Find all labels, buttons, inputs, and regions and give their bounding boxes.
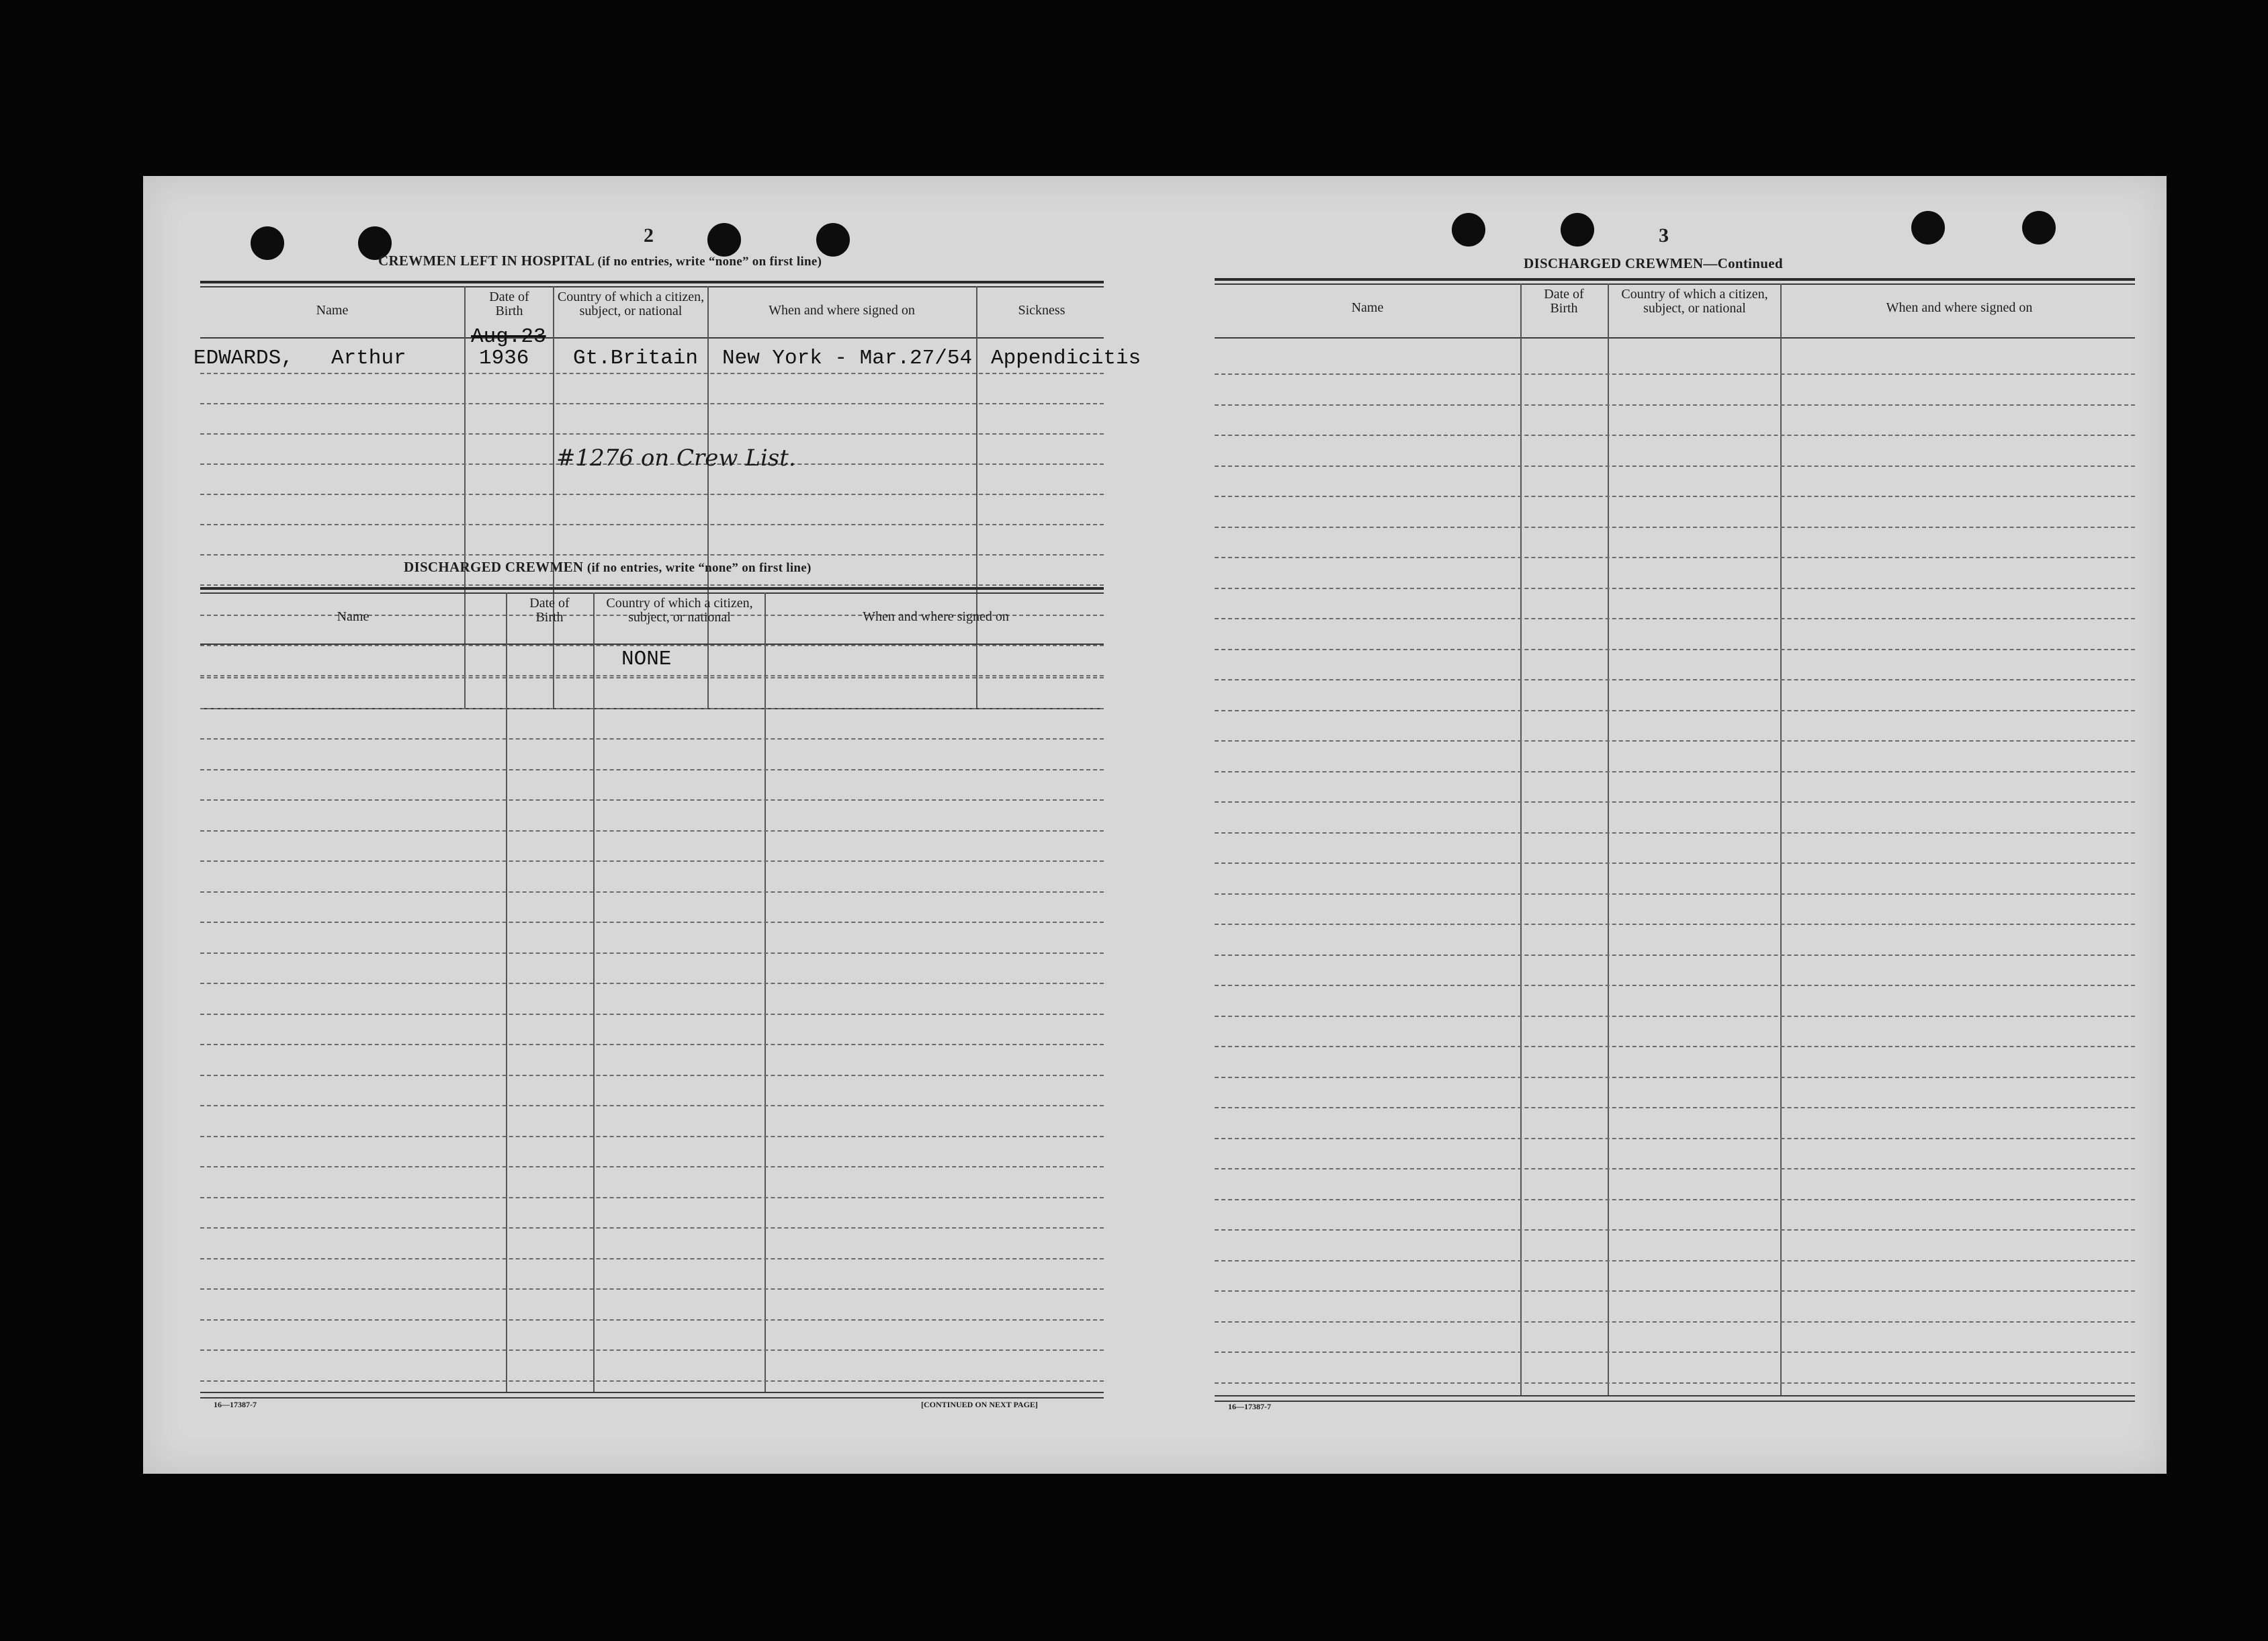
table-row-line: [1215, 801, 2135, 803]
page-number: 2: [644, 224, 654, 247]
hospital-section-title: [378, 253, 822, 269]
punch-hole: [2022, 211, 2056, 245]
hospital-row-line: [200, 675, 1104, 676]
table-row-line: [1215, 1168, 2135, 1169]
table-row-line: [1215, 1138, 2135, 1139]
discharged-col-divider: [765, 592, 766, 1392]
right-form-number: 16—17387-7: [1228, 1402, 1271, 1411]
discharged-title-text: DISCHARGED CREWMEN: [404, 559, 584, 575]
table-row-line: [200, 860, 1104, 862]
right-header-name: Name: [1351, 300, 1384, 315]
table-row-line: [1215, 618, 2135, 619]
table-row-line: [200, 769, 1104, 770]
table-row-line: [200, 1258, 1104, 1259]
hospital-header-country: Country of which a citizen, subject, or national: [557, 290, 705, 318]
table-row-line: [1215, 435, 2135, 436]
table-row-line: [1215, 1290, 2135, 1292]
table-row-line: [1215, 1077, 2135, 1078]
discharged-header-name: Name: [337, 609, 369, 624]
punch-hole: [707, 223, 741, 257]
discharged-col-divider: [593, 592, 595, 1392]
table-row-line: [1215, 496, 2135, 497]
right-header-when-where: When and where signed on: [1886, 300, 2033, 315]
handwritten-crew-list-note: #1276 on Crew List.: [556, 445, 796, 472]
table-row-line: [200, 1166, 1104, 1167]
entry-sickness: Appendicitis: [991, 347, 1141, 370]
table-row-line: [1215, 557, 2135, 558]
right-col-divider: [1520, 283, 1522, 1395]
table-row-line: [1215, 679, 2135, 680]
table-row-line: [1215, 955, 2135, 956]
discharged-continued-title: DISCHARGED CREWMEN—Continued: [1524, 255, 1783, 271]
table-row-line: [200, 1349, 1104, 1351]
discharged-bottom-rule: [200, 1392, 1104, 1393]
table-row-line: [200, 1380, 1104, 1382]
table-row-line: [1215, 893, 2135, 895]
right-col-divider: [1780, 283, 1782, 1395]
table-row-line: [200, 1197, 1104, 1198]
table-row-line: [200, 952, 1104, 954]
table-row-line: [1215, 862, 2135, 864]
table-row-line: [1215, 1229, 2135, 1231]
table-row-line: [1215, 1046, 2135, 1047]
hospital-top-rule-2: [200, 286, 1104, 287]
entry-dob-year: 1936: [479, 347, 529, 370]
hospital-title-text: CREWMEN LEFT IN HOSPITAL: [378, 253, 594, 269]
table-row-line: [200, 738, 1104, 740]
punch-hole: [1452, 213, 1485, 247]
table-row-line: [1215, 404, 2135, 406]
table-row-line: [200, 1044, 1104, 1045]
table-row-line: [200, 983, 1104, 984]
table-row-line: [200, 1105, 1104, 1106]
discharged-header-country: Country of which a citizen, subject, or national: [606, 596, 753, 625]
punch-hole: [816, 223, 850, 257]
table-row-line: [1215, 1260, 2135, 1261]
right-header-country: Country of which a citizen, subject, or national: [1621, 287, 1768, 316]
discharged-bottom-rule-2: [200, 1397, 1104, 1399]
table-row-line: [1215, 771, 2135, 772]
hospital-row-line: [200, 554, 1104, 556]
discharged-header-when-where: When and where signed on: [863, 609, 1009, 624]
table-row-line: [200, 1288, 1104, 1290]
table-row-line: [200, 1075, 1104, 1076]
table-row-line: [1215, 710, 2135, 711]
table-row-line: [200, 708, 1104, 709]
hospital-header-when-where: When and where signed on: [769, 303, 915, 318]
entry-when-where: New York - Mar.27/54: [722, 347, 973, 370]
table-row-line: [1215, 1199, 2135, 1200]
hospital-row-line: [200, 433, 1104, 435]
hospital-header-rule: [200, 337, 1104, 339]
right-top-rule: [1215, 278, 2135, 281]
right-bottom-rule-2: [1215, 1401, 2135, 1402]
entry-dob-day: Aug.23: [471, 325, 546, 349]
hospital-row-line: [200, 524, 1104, 525]
discharged-section-title: [404, 559, 812, 576]
hospital-row-line: [200, 584, 1104, 586]
hospital-row-line: [200, 373, 1104, 374]
left-form-number: 16—17387-7: [214, 1400, 257, 1409]
hospital-instruction: (if no entries, write “none” on first line): [597, 255, 822, 269]
hospital-row-line: [200, 494, 1104, 495]
punch-hole: [251, 226, 284, 260]
discharged-header-rule: [200, 644, 1104, 645]
right-bottom-rule: [1215, 1395, 2135, 1396]
table-row-line: [1215, 985, 2135, 986]
table-row-line: [1215, 1321, 2135, 1323]
punch-hole: [1561, 213, 1594, 247]
page-number: 3: [1659, 224, 1669, 247]
discharged-instruction: (if no entries, write “none” on first line): [586, 561, 812, 575]
continued-note: [CONTINUED ON NEXT PAGE]: [921, 1400, 1038, 1409]
table-row-line: [200, 799, 1104, 801]
hospital-header-name: Name: [316, 303, 349, 318]
entry-surname: EDWARDS,: [193, 347, 294, 370]
table-row-line: [1215, 1016, 2135, 1017]
table-row-line: [1215, 527, 2135, 528]
table-row-line: [200, 891, 1104, 893]
punch-hole: [1911, 211, 1945, 245]
table-row-line: [1215, 1382, 2135, 1384]
right-header-rule: [1215, 337, 2135, 339]
table-row-line: [200, 1227, 1104, 1229]
table-row-line: [1215, 1107, 2135, 1108]
hospital-header-dob: Date of Birth: [489, 290, 529, 318]
hospital-top-rule: [200, 281, 1104, 283]
table-row-line: [200, 830, 1104, 832]
table-row-line: [200, 677, 1104, 678]
right-top-rule-2: [1215, 283, 2135, 285]
discharged-top-rule: [200, 587, 1104, 590]
right-col-divider: [1608, 283, 1609, 1395]
table-row-line: [200, 1136, 1104, 1137]
hospital-row-line: [200, 645, 1104, 646]
table-row-line: [200, 1319, 1104, 1321]
table-row-line: [200, 922, 1104, 923]
table-row-line: [1215, 740, 2135, 742]
document-sheet: [143, 176, 2167, 1474]
discharged-col-divider: [506, 592, 507, 1392]
table-row-line: [1215, 649, 2135, 650]
hospital-header-sickness: Sickness: [1018, 303, 1065, 318]
hospital-row-line: [200, 403, 1104, 404]
entry-given-name: Arthur: [331, 347, 406, 370]
discharged-none-entry: NONE: [621, 648, 672, 671]
table-row-line: [1215, 465, 2135, 467]
right-header-dob: Date of Birth: [1544, 287, 1584, 316]
entry-country: Gt.Britain: [573, 347, 699, 370]
discharged-header-dob: Date of Birth: [529, 596, 570, 625]
table-row-line: [1215, 1351, 2135, 1353]
table-row-line: [1215, 832, 2135, 834]
table-row-line: [1215, 373, 2135, 375]
table-row-line: [1215, 924, 2135, 925]
table-row-line: [1215, 588, 2135, 589]
table-row-line: [200, 1014, 1104, 1015]
discharged-top-rule-2: [200, 592, 1104, 594]
